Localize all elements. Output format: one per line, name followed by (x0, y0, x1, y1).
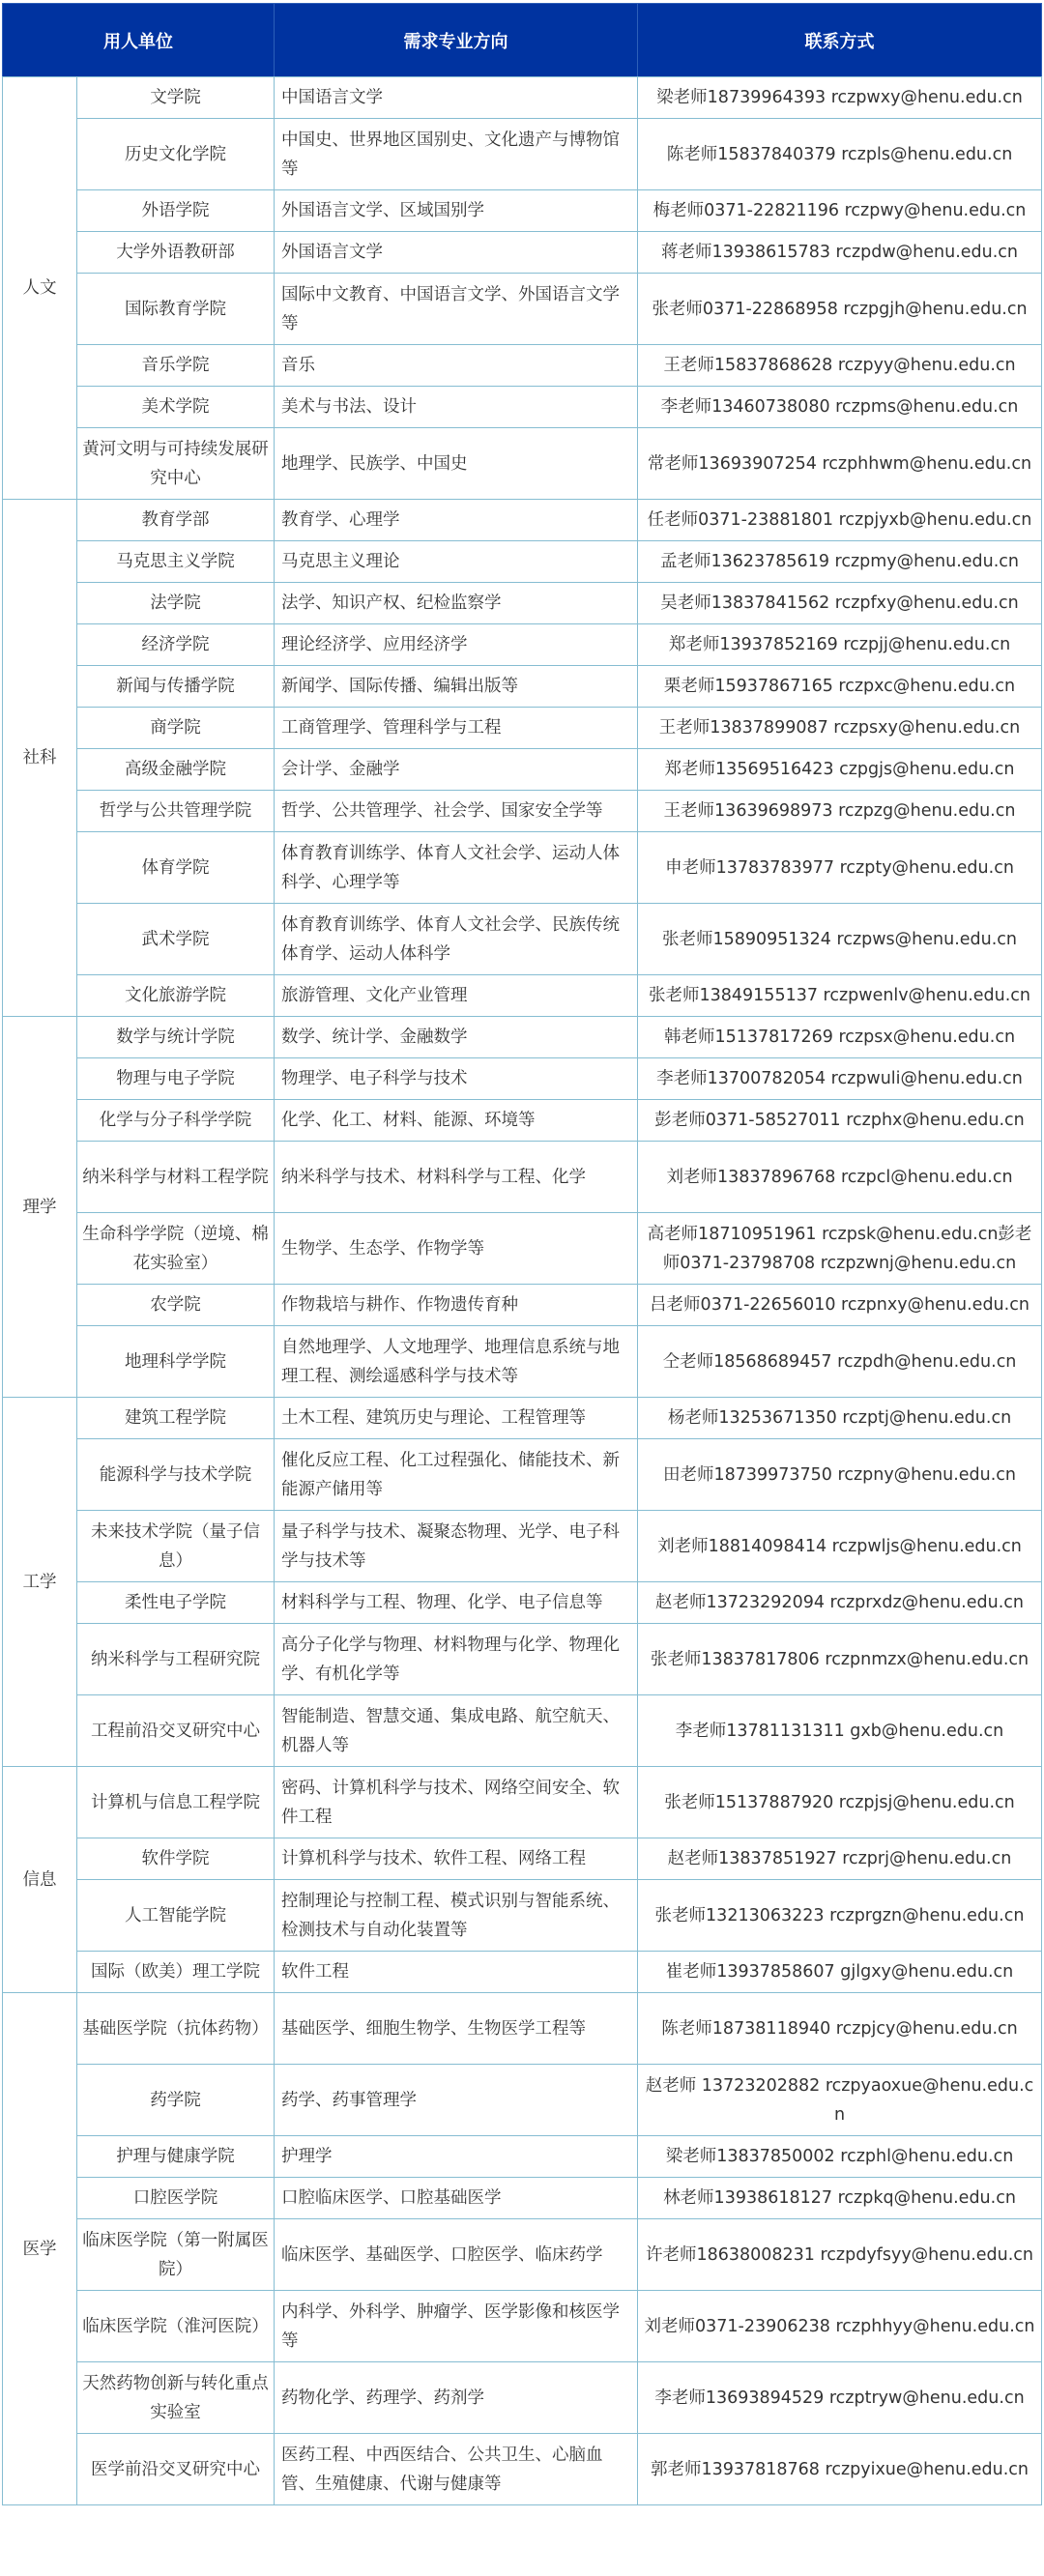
recruitment-table (2, 3, 1042, 2505)
contact-cell: 高老师18710951961 rczpsk@henu.edu.cn彭老师0371-23798708 rczpzwnj@henu.edu.cn (638, 1213, 1042, 1285)
major-cell: 纳米科学与技术、材料科学与工程、化学 (275, 1142, 638, 1213)
table-row (3, 541, 1042, 583)
table-row (3, 1582, 1042, 1624)
unit-cell: 文化旅游学院 (77, 975, 275, 1017)
contact-cell: 李老师13460738080 rczpms@henu.edu.cn (638, 387, 1042, 428)
contact-cell: 张老师15137887920 rczpjsj@henu.edu.cn (638, 1767, 1042, 1838)
contact-cell: 张老师13849155137 rczpwenlv@henu.edu.cn (638, 975, 1042, 1017)
major-cell: 高分子化学与物理、材料物理与化学、物理化学、有机化学等 (275, 1624, 638, 1695)
table-row (3, 1511, 1042, 1582)
contact-cell: 彭老师0371-58527011 rczphx@henu.edu.cn (638, 1100, 1042, 1142)
major-cell: 计算机科学与技术、软件工程、网络工程 (275, 1838, 638, 1880)
major-cell: 临床医学、基础医学、口腔医学、临床药学 (275, 2219, 638, 2291)
major-cell: 哲学、公共管理学、社会学、国家安全学等 (275, 791, 638, 832)
contact-cell: 杨老师13253671350 rczptj@henu.edu.cn (638, 1398, 1042, 1439)
category-cell: 工学 (3, 1398, 77, 1767)
table-row (3, 666, 1042, 708)
contact-cell: 李老师13781131311 gxb@henu.edu.cn (638, 1695, 1042, 1767)
table-row (3, 190, 1042, 232)
major-cell: 工商管理学、管理科学与工程 (275, 708, 638, 749)
unit-cell: 国际教育学院 (77, 274, 275, 345)
contact-cell: 赵老师13837851927 rczprj@henu.edu.cn (638, 1838, 1042, 1880)
major-cell: 体育教育训练学、体育人文社会学、民族传统体育学、运动人体科学 (275, 904, 638, 975)
unit-cell: 医学前沿交叉研究中心 (77, 2434, 275, 2505)
major-cell: 地理学、民族学、中国史 (275, 428, 638, 500)
major-cell: 外国语言文学、区域国别学 (275, 190, 638, 232)
contact-cell: 梁老师18739964393 rczpwxy@henu.edu.cn (638, 77, 1042, 119)
contact-cell: 林老师13938618127 rczpkq@henu.edu.cn (638, 2178, 1042, 2219)
contact-cell: 陈老师18738118940 rczpjcy@henu.edu.cn (638, 1993, 1042, 2065)
contact-cell: 赵老师13723292094 rczprxdz@henu.edu.cn (638, 1582, 1042, 1624)
contact-cell: 蒋老师13938615783 rczpdw@henu.edu.cn (638, 232, 1042, 274)
table-row (3, 1952, 1042, 1993)
unit-cell: 国际（欧美）理工学院 (77, 1952, 275, 1993)
major-cell: 口腔临床医学、口腔基础医学 (275, 2178, 638, 2219)
table-row (3, 2291, 1042, 2362)
contact-cell: 郑老师13569516423 czpgjs@henu.edu.cn (638, 749, 1042, 791)
unit-cell: 纳米科学与材料工程学院 (77, 1142, 275, 1213)
table-row (3, 500, 1042, 541)
contact-cell: 崔老师13937858607 gjlgxy@henu.edu.cn (638, 1952, 1042, 1993)
contact-cell: 梁老师13837850002 rczphl@henu.edu.cn (638, 2136, 1042, 2178)
table-row (3, 1624, 1042, 1695)
table-row (3, 624, 1042, 666)
table-row (3, 274, 1042, 345)
table-row (3, 387, 1042, 428)
major-cell: 护理学 (275, 2136, 638, 2178)
contact-cell: 常老师13693907254 rczphhwm@henu.edu.cn (638, 428, 1042, 500)
contact-cell: 吕老师0371-22656010 rczpnxy@henu.edu.cn (638, 1285, 1042, 1326)
major-cell: 美术与书法、设计 (275, 387, 638, 428)
table-row (3, 1285, 1042, 1326)
unit-cell: 药学院 (77, 2065, 275, 2136)
unit-cell: 教育学部 (77, 500, 275, 541)
header-unit: 用人单位 (3, 4, 275, 77)
unit-cell: 商学院 (77, 708, 275, 749)
table-row (3, 428, 1042, 500)
major-cell: 中国语言文学 (275, 77, 638, 119)
major-cell: 外国语言文学 (275, 232, 638, 274)
table-row (3, 904, 1042, 975)
contact-cell: 郑老师13937852169 rczpjj@henu.edu.cn (638, 624, 1042, 666)
major-cell: 理论经济学、应用经济学 (275, 624, 638, 666)
unit-cell: 建筑工程学院 (77, 1398, 275, 1439)
table-row (3, 2178, 1042, 2219)
major-cell: 会计学、金融学 (275, 749, 638, 791)
contact-cell: 李老师13700782054 rczpwuli@henu.edu.cn (638, 1058, 1042, 1100)
major-cell: 药物化学、药理学、药剂学 (275, 2362, 638, 2434)
major-cell: 物理学、电子科学与技术 (275, 1058, 638, 1100)
contact-cell: 张老师15890951324 rczpws@henu.edu.cn (638, 904, 1042, 975)
table-row (3, 2362, 1042, 2434)
contact-cell: 陈老师15837840379 rczpls@henu.edu.cn (638, 119, 1042, 190)
contact-cell: 刘老师13837896768 rczpcl@henu.edu.cn (638, 1142, 1042, 1213)
unit-cell: 高级金融学院 (77, 749, 275, 791)
contact-cell: 许老师18638008231 rczpdyfsyy@henu.edu.cn (638, 2219, 1042, 2291)
table-row (3, 1993, 1042, 2065)
major-cell: 材料科学与工程、物理、化学、电子信息等 (275, 1582, 638, 1624)
major-cell: 作物栽培与耕作、作物遗传育种 (275, 1285, 638, 1326)
contact-cell: 王老师15837868628 rczpyy@henu.edu.cn (638, 345, 1042, 387)
recruitment-table-container (2, 3, 1041, 2505)
table-row (3, 708, 1042, 749)
category-cell: 医学 (3, 1993, 77, 2505)
contact-cell: 张老师13837817806 rczpnmzx@henu.edu.cn (638, 1624, 1042, 1695)
unit-cell: 法学院 (77, 583, 275, 624)
unit-cell: 音乐学院 (77, 345, 275, 387)
unit-cell: 天然药物创新与转化重点实验室 (77, 2362, 275, 2434)
table-row (3, 1100, 1042, 1142)
category-cell: 信息 (3, 1767, 77, 1993)
contact-cell: 刘老师0371-23906238 rczphhyy@henu.edu.cn (638, 2291, 1042, 2362)
unit-cell: 历史文化学院 (77, 119, 275, 190)
major-cell: 软件工程 (275, 1952, 638, 1993)
unit-cell: 软件学院 (77, 1838, 275, 1880)
table-row (3, 832, 1042, 904)
table-row (3, 2065, 1042, 2136)
unit-cell: 武术学院 (77, 904, 275, 975)
major-cell: 音乐 (275, 345, 638, 387)
contact-cell: 张老师13213063223 rczprgzn@henu.edu.cn (638, 1880, 1042, 1952)
major-cell: 生物学、生态学、作物学等 (275, 1213, 638, 1285)
major-cell: 数学、统计学、金融数学 (275, 1017, 638, 1058)
contact-cell: 刘老师18814098414 rczpwljs@henu.edu.cn (638, 1511, 1042, 1582)
major-cell: 医药工程、中西医结合、公共卫生、心脑血管、生殖健康、代谢与健康等 (275, 2434, 638, 2505)
major-cell: 基础医学、细胞生物学、生物医学工程等 (275, 1993, 638, 2065)
contact-cell: 郭老师13937818768 rczpyixue@henu.edu.cn (638, 2434, 1042, 2505)
table-row (3, 1017, 1042, 1058)
contact-cell: 王老师13837899087 rczpsxy@henu.edu.cn (638, 708, 1042, 749)
unit-cell: 大学外语教研部 (77, 232, 275, 274)
major-cell: 自然地理学、人文地理学、地理信息系统与地理工程、测绘遥感科学与技术等 (275, 1326, 638, 1398)
major-cell: 密码、计算机科学与技术、网络空间安全、软件工程 (275, 1767, 638, 1838)
unit-cell: 计算机与信息工程学院 (77, 1767, 275, 1838)
table-row (3, 1439, 1042, 1511)
major-cell: 体育教育训练学、体育人文社会学、运动人体科学、心理学等 (275, 832, 638, 904)
unit-cell: 地理科学学院 (77, 1326, 275, 1398)
category-cell: 人文 (3, 77, 77, 500)
unit-cell: 基础医学院（抗体药物） (77, 1993, 275, 2065)
unit-cell: 美术学院 (77, 387, 275, 428)
table-row (3, 749, 1042, 791)
table-row (3, 791, 1042, 832)
major-cell: 旅游管理、文化产业管理 (275, 975, 638, 1017)
unit-cell: 物理与电子学院 (77, 1058, 275, 1100)
major-cell: 国际中文教育、中国语言文学、外国语言文学等 (275, 274, 638, 345)
table-row (3, 1695, 1042, 1767)
table-row (3, 975, 1042, 1017)
unit-cell: 能源科学与技术学院 (77, 1439, 275, 1511)
contact-cell: 任老师0371-23881801 rczpjyxb@henu.edu.cn (638, 500, 1042, 541)
unit-cell: 人工智能学院 (77, 1880, 275, 1952)
unit-cell: 文学院 (77, 77, 275, 119)
contact-cell: 栗老师15937867165 rczpxc@henu.edu.cn (638, 666, 1042, 708)
table-header-row (3, 4, 1042, 77)
table-row (3, 1326, 1042, 1398)
unit-cell: 未来技术学院（量子信息） (77, 1511, 275, 1582)
table-row (3, 1880, 1042, 1952)
major-cell: 药学、药事管理学 (275, 2065, 638, 2136)
contact-cell: 仝老师18568689457 rczpdh@henu.edu.cn (638, 1326, 1042, 1398)
major-cell: 内科学、外科学、肿瘤学、医学影像和核医学等 (275, 2291, 638, 2362)
table-row (3, 1838, 1042, 1880)
category-cell: 理学 (3, 1017, 77, 1398)
contact-cell: 韩老师15137817269 rczpsx@henu.edu.cn (638, 1017, 1042, 1058)
unit-cell: 体育学院 (77, 832, 275, 904)
contact-cell: 李老师13693894529 rczptryw@henu.edu.cn (638, 2362, 1042, 2434)
contact-cell: 田老师18739973750 rczpny@henu.edu.cn (638, 1439, 1042, 1511)
unit-cell: 口腔医学院 (77, 2178, 275, 2219)
unit-cell: 临床医学院（第一附属医院） (77, 2219, 275, 2291)
table-row (3, 1398, 1042, 1439)
contact-cell: 张老师0371-22868958 rczpgjh@henu.edu.cn (638, 274, 1042, 345)
category-cell: 社科 (3, 500, 77, 1017)
major-cell: 新闻学、国际传播、编辑出版等 (275, 666, 638, 708)
contact-cell: 梅老师0371-22821196 rczpwy@henu.edu.cn (638, 190, 1042, 232)
unit-cell: 农学院 (77, 1285, 275, 1326)
unit-cell: 外语学院 (77, 190, 275, 232)
contact-cell: 申老师13783783977 rczpty@henu.edu.cn (638, 832, 1042, 904)
table-row (3, 232, 1042, 274)
unit-cell: 哲学与公共管理学院 (77, 791, 275, 832)
table-row (3, 2219, 1042, 2291)
unit-cell: 生命科学学院（逆境、棉花实验室） (77, 1213, 275, 1285)
major-cell: 量子科学与技术、凝聚态物理、光学、电子科学与技术等 (275, 1511, 638, 1582)
major-cell: 法学、知识产权、纪检监察学 (275, 583, 638, 624)
unit-cell: 工程前沿交叉研究中心 (77, 1695, 275, 1767)
major-cell: 教育学、心理学 (275, 500, 638, 541)
major-cell: 化学、化工、材料、能源、环境等 (275, 1100, 638, 1142)
unit-cell: 马克思主义学院 (77, 541, 275, 583)
table-row (3, 2136, 1042, 2178)
unit-cell: 数学与统计学院 (77, 1017, 275, 1058)
unit-cell: 黄河文明与可持续发展研究中心 (77, 428, 275, 500)
contact-cell: 孟老师13623785619 rczpmy@henu.edu.cn (638, 541, 1042, 583)
unit-cell: 护理与健康学院 (77, 2136, 275, 2178)
table-row (3, 119, 1042, 190)
table-row (3, 345, 1042, 387)
contact-cell: 赵老师 13723202882 rczpyaoxue@henu.edu.cn (638, 2065, 1042, 2136)
table-row (3, 583, 1042, 624)
table-row (3, 1767, 1042, 1838)
table-row (3, 1213, 1042, 1285)
major-cell: 中国史、世界地区国别史、文化遗产与博物馆等 (275, 119, 638, 190)
major-cell: 土木工程、建筑历史与理论、工程管理等 (275, 1398, 638, 1439)
major-cell: 催化反应工程、化工过程强化、储能技术、新能源产储用等 (275, 1439, 638, 1511)
major-cell: 智能制造、智慧交通、集成电路、航空航天、机器人等 (275, 1695, 638, 1767)
unit-cell: 柔性电子学院 (77, 1582, 275, 1624)
major-cell: 控制理论与控制工程、模式识别与智能系统、检测技术与自动化装置等 (275, 1880, 638, 1952)
contact-cell: 吴老师13837841562 rczpfxy@henu.edu.cn (638, 583, 1042, 624)
table-row (3, 77, 1042, 119)
unit-cell: 纳米科学与工程研究院 (77, 1624, 275, 1695)
unit-cell: 化学与分子科学学院 (77, 1100, 275, 1142)
header-contact: 联系方式 (638, 4, 1042, 77)
table-row (3, 1058, 1042, 1100)
table-body (3, 77, 1042, 2505)
table-row (3, 2434, 1042, 2505)
contact-cell: 王老师13639698973 rczpzg@henu.edu.cn (638, 791, 1042, 832)
major-cell: 马克思主义理论 (275, 541, 638, 583)
unit-cell: 经济学院 (77, 624, 275, 666)
unit-cell: 临床医学院（淮河医院） (77, 2291, 275, 2362)
table-row (3, 1142, 1042, 1213)
header-major: 需求专业方向 (275, 4, 638, 77)
unit-cell: 新闻与传播学院 (77, 666, 275, 708)
